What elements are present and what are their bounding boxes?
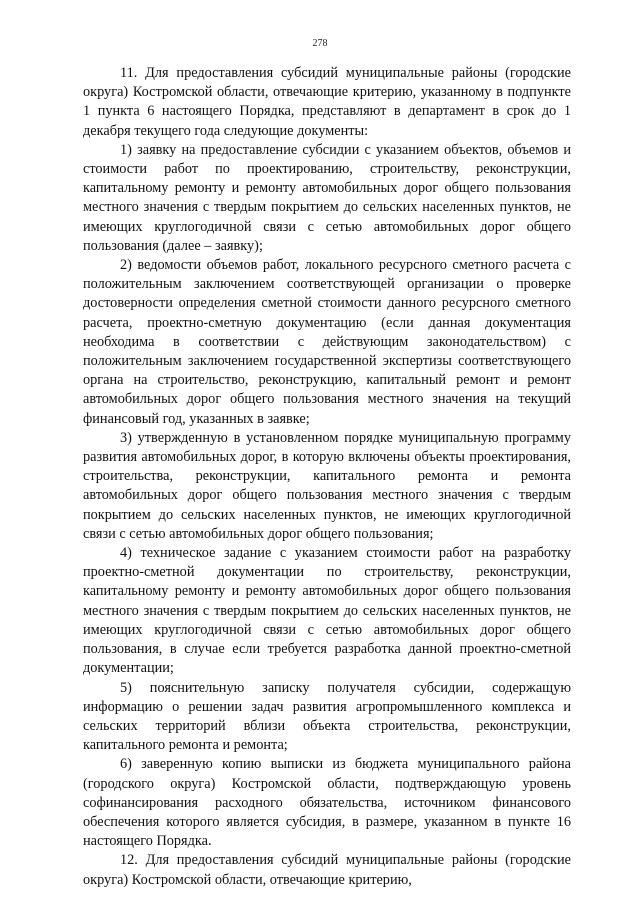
paragraph-12: 12. Для предоставления субсидий муниципальные районы (городские округа) Костромской области, отвечающие критерию, (83, 852, 571, 888)
paragraph-item-2: 2) ведомости объемов работ, локального ресурсного сметного расчета с положительным заключением соответствующей организации о проверке достоверности определения сметной стоимости данного ресурсного сметного расчета, проектно-сметную документацию (если данная документация необходима в соответствии с действующим законодательством) с положительным заключением государственной экспертизы соответствующего органа на строительство, реконструкцию, капитальный ремонт и ремонт автомобильных дорог общего пользования местного значения на текущий финансовый год, указанных в заявке; (83, 257, 571, 427)
paragraph-item-4: 4) техническое задание с указанием стоимости работ на разработку проектно-сметной документации по строительству, реконструкции, капитальному ремонту и ремонту автомобильных дорог общего пользования местного значения с твердым покрытием до сельских населенных пунктов, не имеющих круглогодичной связи с сетью автомобильных дорог общего пользования, в случае если требуется разработка данной проектно-сметной документации; (83, 545, 571, 677)
document-body (83, 64, 571, 890)
paragraph-item-5: 5) пояснительную записку получателя субсидии, содержащую информацию о решении задач развития агропромышленного комплекса и сельских территорий вблизи объекта строительства, реконструкции, капитального ремонта и ремонта; (83, 679, 571, 754)
paragraph-item-6: 6) заверенную копию выписки из бюджета муниципального района (городского округа) Костромской области, подтверждающую уровень софинансирования расходного обязательства, источником финансового обеспечения которого является субсидия, в размере, указанном в пункте 16 настоящего Порядка. (83, 756, 571, 850)
page-number: 278 (312, 38, 328, 49)
paragraph-item-3: 3) утвержденную в установленном порядке муниципальную программу развития автомобильных дорог, в которую включены объекты проектирования, строительства, реконструкции, капитального ремонта и ремонта автомобильных дорог общего пользования местного значения с твердым покрытием до сельских населенных пунктов, не имеющих круглогодичной связи с сетью автомобильных дорог общего пользования; (83, 429, 571, 542)
paragraph-11: 11. Для предоставления субсидий муниципальные районы (городские округа) Костромской области, отвечающие критерию, указанному в подпункте 1 пункта 6 настоящего Порядка, представляют в департамент в срок до 1 декабря текущего года следующие документы: (83, 65, 571, 139)
paragraph-item-1: 1) заявку на предоставление субсидии с указанием объектов, объемов и стоимости работ по проектированию, строительству, реконструкции, капитальному ремонту и ремонту автомобильных дорог общего пользования местного значения с твердым покрытием до сельских населенных пунктов, не имеющих круглогодичной связи с сетью автомобильных дорог общего пользования (далее – заявку); (83, 141, 571, 254)
